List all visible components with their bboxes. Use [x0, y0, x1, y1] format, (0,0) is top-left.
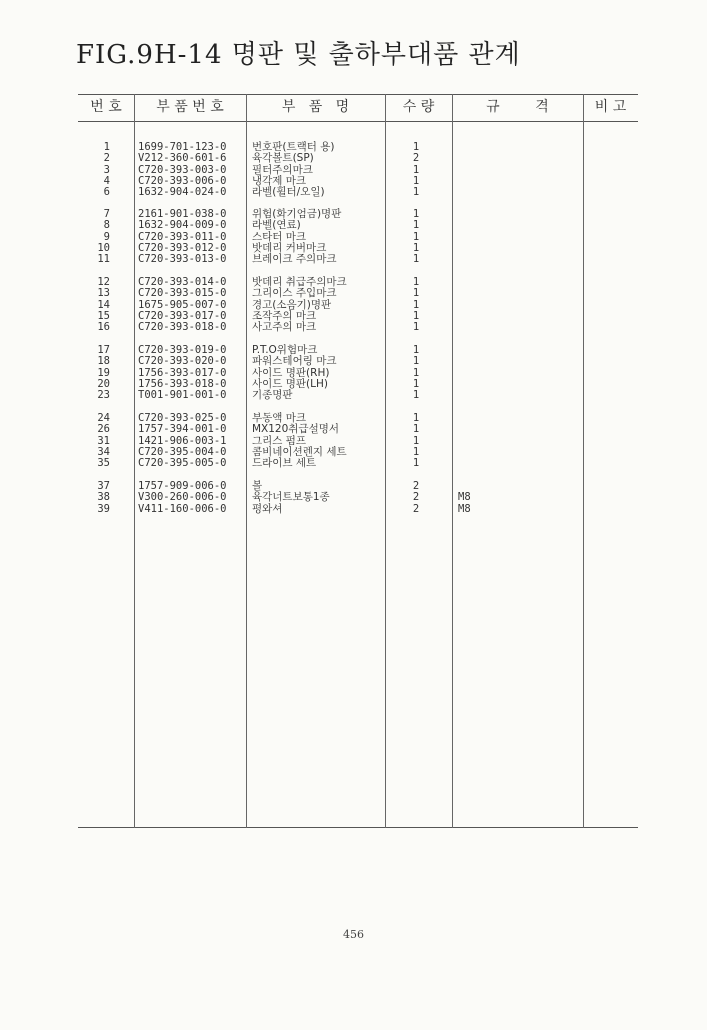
part-name: 밧데리 커버마크	[252, 241, 327, 254]
item-number: 20	[97, 377, 110, 390]
table-row	[0, 322, 707, 333]
quantity: 1	[412, 141, 420, 153]
part-name: P.T.O위험마크	[252, 344, 318, 356]
part-name: 브레이크 주의마크	[252, 253, 337, 266]
table-row	[0, 220, 707, 231]
part-name: 라벨(연료)	[252, 219, 301, 232]
quantity: 1	[412, 219, 420, 232]
quantity: 1	[412, 445, 420, 458]
part-number: 1675-905-007-0	[138, 298, 227, 311]
item-number: 16	[97, 321, 110, 334]
header-part-name: 부 품 명	[281, 99, 350, 115]
quantity: 1	[412, 287, 420, 300]
item-number: 31	[97, 434, 110, 447]
quantity: 2	[412, 480, 420, 492]
part-name: 사이드 명판(RH)	[252, 366, 330, 379]
item-number: 18	[97, 355, 110, 368]
part-number: C720-393-011-0	[138, 230, 227, 243]
quantity: 1	[412, 309, 420, 322]
item-number: 12	[97, 276, 110, 288]
quantity: 1	[412, 412, 420, 424]
quantity: 1	[412, 321, 420, 334]
part-name: 경고(소음기)명판	[252, 298, 332, 311]
table-row	[0, 424, 707, 435]
item-number: 15	[97, 309, 110, 322]
part-name: 사이드 명판(LH)	[252, 377, 328, 390]
part-number: 1632-904-024-0	[138, 186, 227, 199]
part-name: 육각볼트(SP)	[252, 152, 314, 165]
part-number: C720-393-025-0	[138, 412, 227, 424]
part-number: 2161-901-038-0	[138, 208, 227, 220]
item-number: 35	[97, 457, 110, 470]
part-number: 1421-906-003-1	[138, 434, 227, 447]
quantity: 1	[412, 377, 420, 390]
item-number: 2	[103, 152, 110, 165]
part-name: 콤비네이션렌지 세트	[252, 445, 347, 458]
part-number: C720-393-012-0	[138, 241, 227, 254]
part-name: 냉각제 마크	[252, 174, 307, 187]
part-name: 밧데리 취급주의마크	[252, 276, 347, 288]
table-row	[0, 504, 707, 515]
part-name: 파워스테어링 마크	[252, 355, 337, 368]
quantity: 1	[412, 186, 420, 199]
quantity: 1	[412, 230, 420, 243]
part-name: 위험(화기엄금)명판	[252, 208, 342, 220]
item-number: 34	[97, 445, 110, 458]
row-group	[0, 142, 707, 198]
item-number: 3	[103, 163, 110, 176]
part-number: C720-395-004-0	[138, 445, 227, 458]
part-name: 사고주의 마크	[252, 321, 317, 334]
spec: M8	[458, 502, 471, 515]
item-number: 9	[103, 230, 110, 243]
item-number: 1	[103, 141, 110, 153]
quantity: 1	[412, 457, 420, 470]
part-name: 라벨(휠터/오일)	[252, 186, 325, 199]
part-name: 드라이브 세트	[252, 457, 317, 470]
item-number: 4	[103, 174, 110, 187]
part-number: C720-393-017-0	[138, 309, 227, 322]
part-number: 1757-909-006-0	[138, 480, 227, 492]
quantity: 1	[412, 253, 420, 266]
quantity: 1	[412, 163, 420, 176]
row-group	[0, 481, 707, 515]
part-name: 그리스 펌프	[252, 434, 307, 447]
quantity: 1	[412, 241, 420, 254]
part-number: 1699-701-123-0	[138, 141, 227, 153]
part-name: 평와셔	[252, 502, 283, 515]
quantity: 1	[412, 208, 420, 220]
table-row	[0, 390, 707, 401]
part-number: C720-393-020-0	[138, 355, 227, 368]
item-number: 39	[97, 502, 110, 515]
table-row	[0, 356, 707, 367]
quantity: 1	[412, 174, 420, 187]
item-number: 23	[97, 389, 110, 402]
table-row	[0, 458, 707, 469]
page-number: 456	[343, 928, 364, 941]
quantity: 1	[412, 366, 420, 379]
quantity: 2	[412, 491, 420, 504]
item-number: 19	[97, 366, 110, 379]
part-name: 조작주의 마크	[252, 309, 317, 322]
item-number: 14	[97, 298, 110, 311]
header-spec: 규 격	[486, 99, 549, 115]
quantity: 2	[412, 152, 420, 165]
item-number: 17	[97, 344, 110, 356]
item-number: 38	[97, 491, 110, 504]
part-number: C720-393-003-0	[138, 163, 227, 176]
part-number: C720-393-018-0	[138, 321, 227, 334]
item-number: 13	[97, 287, 110, 300]
part-number: V300-260-006-0	[138, 491, 227, 504]
part-name: 스타터 마크	[252, 230, 307, 243]
part-number: 1632-904-009-0	[138, 219, 227, 232]
part-name: MX120취급설명서	[252, 423, 340, 436]
quantity: 1	[412, 423, 420, 436]
part-number: C720-393-014-0	[138, 276, 227, 288]
table-bottom-rule	[78, 827, 638, 828]
table-top-rule	[78, 94, 638, 95]
quantity: 1	[412, 389, 420, 402]
quantity: 1	[412, 276, 420, 288]
part-number: 1757-394-001-0	[138, 423, 227, 436]
part-number: 1756-393-018-0	[138, 377, 227, 390]
quantity: 1	[412, 355, 420, 368]
item-number: 10	[97, 241, 110, 254]
header-part-no: 부 품 번 호	[156, 99, 224, 115]
quantity: 2	[412, 502, 420, 515]
table-row	[0, 492, 707, 503]
header-remark: 비 고	[594, 99, 627, 115]
quantity: 1	[412, 344, 420, 356]
part-number: C720-393-015-0	[138, 287, 227, 300]
header-no: 번 호	[90, 99, 122, 115]
part-name: 필터주의마크	[252, 163, 313, 176]
page-title: FIG.9H-14 명판 및 출하부대품 관계	[76, 40, 521, 70]
table-row	[0, 153, 707, 164]
table-row	[0, 288, 707, 299]
part-number: V411-160-006-0	[138, 502, 227, 515]
part-number: T001-901-001-0	[138, 389, 227, 402]
part-number: C720-393-019-0	[138, 344, 227, 356]
item-number: 24	[97, 412, 110, 424]
part-name: 볼	[252, 480, 263, 492]
part-number: 1756-393-017-0	[138, 366, 227, 379]
item-number: 8	[103, 219, 110, 232]
quantity: 1	[412, 434, 420, 447]
row-group	[0, 209, 707, 265]
table-row	[0, 187, 707, 198]
part-number: C720-393-013-0	[138, 253, 227, 266]
item-number: 11	[97, 253, 110, 266]
quantity: 1	[412, 298, 420, 311]
item-number: 37	[97, 480, 110, 492]
row-group	[0, 413, 707, 469]
row-group	[0, 345, 707, 401]
item-number: 7	[103, 208, 110, 220]
part-name: 부동액 마크	[252, 412, 307, 424]
row-group	[0, 277, 707, 333]
part-name: 그리이스 주입마크	[252, 287, 337, 300]
part-name: 번호판(트랙터 용)	[252, 141, 335, 153]
part-name: 기종명판	[252, 389, 293, 402]
item-number: 26	[97, 423, 110, 436]
part-number: C720-393-006-0	[138, 174, 227, 187]
part-number: C720-395-005-0	[138, 457, 227, 470]
item-number: 6	[103, 186, 110, 199]
header-quantity: 수 량	[402, 99, 435, 115]
part-name: 육각너트보통1종	[252, 491, 330, 504]
part-number: V212-360-601-6	[138, 152, 227, 165]
table-row	[0, 254, 707, 265]
spec: M8	[458, 491, 471, 504]
table-header-rule	[78, 121, 638, 122]
